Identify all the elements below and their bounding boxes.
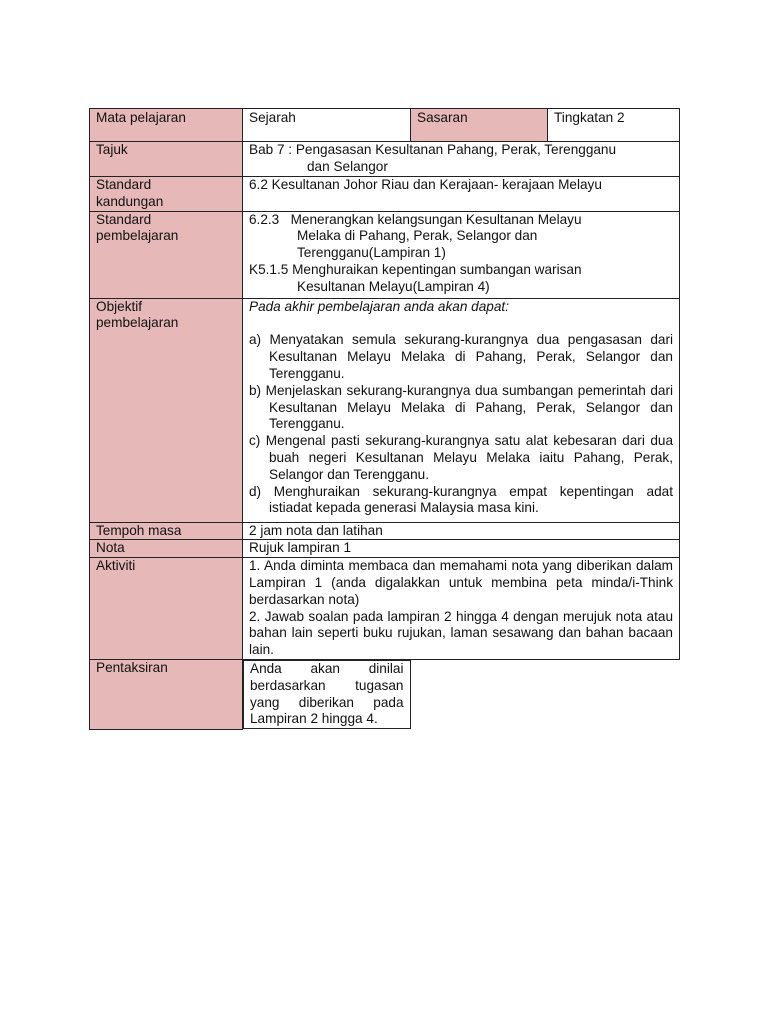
tajuk-line1: Bab 7 : Pengasasan Kesultanan Pahang, Perak, Terengganu: [249, 142, 617, 157]
row-aktiviti: [90, 558, 680, 660]
tempoh-masa-value: 2 jam nota dan latihan: [243, 522, 680, 540]
objektif-value: [243, 298, 680, 522]
row-objektif: [90, 298, 680, 522]
aktiviti-label: Aktiviti: [90, 558, 243, 660]
standard-kandungan-label-line1: Standard: [96, 177, 152, 192]
objektif-item-c: c) Mengenal pasti sekurang-kurangnya satu alat kebesaran dari dua buah negeri Kesultanan Melayu Melaka iaitu Pahang, Perak, Selangor dan Terengganu.: [249, 433, 673, 482]
objektif-label-line1: Objektif: [96, 298, 143, 314]
mata-pelajaran-value: Sejarah: [243, 109, 411, 142]
sp-item2-line2: Kesultanan Melayu(Lampiran 4): [297, 278, 490, 294]
pentaksiran-label: Pentaksiran: [90, 659, 243, 729]
standard-kandungan-value: 6.2 Kesultanan Johor Riau dan Kerajaan- kerajaan Melayu: [243, 177, 680, 212]
tajuk-label: Tajuk: [90, 142, 243, 177]
row-mata-pelajaran: [90, 109, 680, 142]
row-nota: [90, 540, 680, 558]
row-tempoh-masa: [90, 522, 680, 540]
standard-kandungan-label: [90, 177, 243, 212]
sp-item1-line3: Terengganu(Lampiran 1): [297, 245, 446, 261]
objektif-label-line2: pembelajaran: [96, 315, 179, 331]
standard-pembelajaran-label-line1: Standard: [96, 211, 152, 227]
sp-item1-line1: Menerangkan kelangsungan Kesultanan Melayu: [290, 211, 582, 227]
objektif-item-b: b) Menjelaskan sekurang-kurangnya dua sumbangan pemerintah dari Kesultanan Melayu Melaka di Pahang, Perak, Selangor dan Terengganu.: [249, 382, 673, 432]
sasaran-value: Tingkatan 2: [548, 109, 680, 142]
standard-pembelajaran-label-line2: pembelajaran: [96, 228, 179, 244]
pentaksiran-value: Anda akan dinilai berdasarkan tugasan yang diberikan pada Lampiran 2 hingga 4.: [243, 660, 411, 729]
row-standard-pembelajaran: [90, 211, 680, 298]
sasaran-label: Sasaran: [411, 109, 548, 142]
row-tajuk: [90, 142, 680, 177]
mata-pelajaran-label: Mata pelajaran: [90, 109, 243, 142]
aktiviti-item-1: 1. Anda diminta membaca dan memahami nota yang diberikan dalam Lampiran 1 (anda digalakkan untuk membina peta minda/i-Think berdasarkan nota): [249, 558, 673, 607]
lesson-plan-table: [89, 108, 680, 730]
objektif-item-a: a) Menyatakan semula sekurang-kurangnya dua pengasasan dari Kesultanan Melayu Melaka di Pahang, Perak, Selangor dan Terengganu.: [249, 332, 673, 381]
row-standard-kandungan: [90, 177, 680, 212]
objektif-label: [90, 298, 243, 522]
tempoh-masa-label: Tempoh masa: [90, 522, 243, 540]
nota-label: Nota: [90, 540, 243, 558]
sp-item2-line1: K5.1.5 Menghuraikan kepentingan sumbangan warisan: [249, 261, 582, 277]
aktiviti-value: [243, 558, 680, 660]
aktiviti-item-2: 2. Jawab soalan pada lampiran 2 hingga 4 dengan merujuk nota atau bahan lain seperti buku rujukan, laman sesawang dan bahan bacaan lain.: [249, 608, 673, 658]
standard-kandungan-label-line2: kandungan: [96, 193, 164, 209]
sp-item1-line2: Melaka di Pahang, Perak, Selangor dan: [297, 228, 538, 244]
objektif-item-d: d) Menghuraikan sekurang-kurangnya empat kepentingan adat istiadat kepada generasi Malaysia masa kini.: [249, 483, 673, 516]
standard-pembelajaran-label: [90, 211, 243, 298]
objektif-intro: Pada akhir pembelajaran anda akan dapat:: [249, 298, 509, 314]
row-pentaksiran: [90, 659, 680, 729]
sp-item1-code: 6.2.3: [249, 211, 280, 227]
nota-value: Rujuk lampiran 1: [243, 540, 680, 558]
tajuk-value: [243, 142, 680, 177]
standard-pembelajaran-value: [243, 211, 680, 298]
tajuk-line2: dan Selangor: [307, 158, 388, 174]
